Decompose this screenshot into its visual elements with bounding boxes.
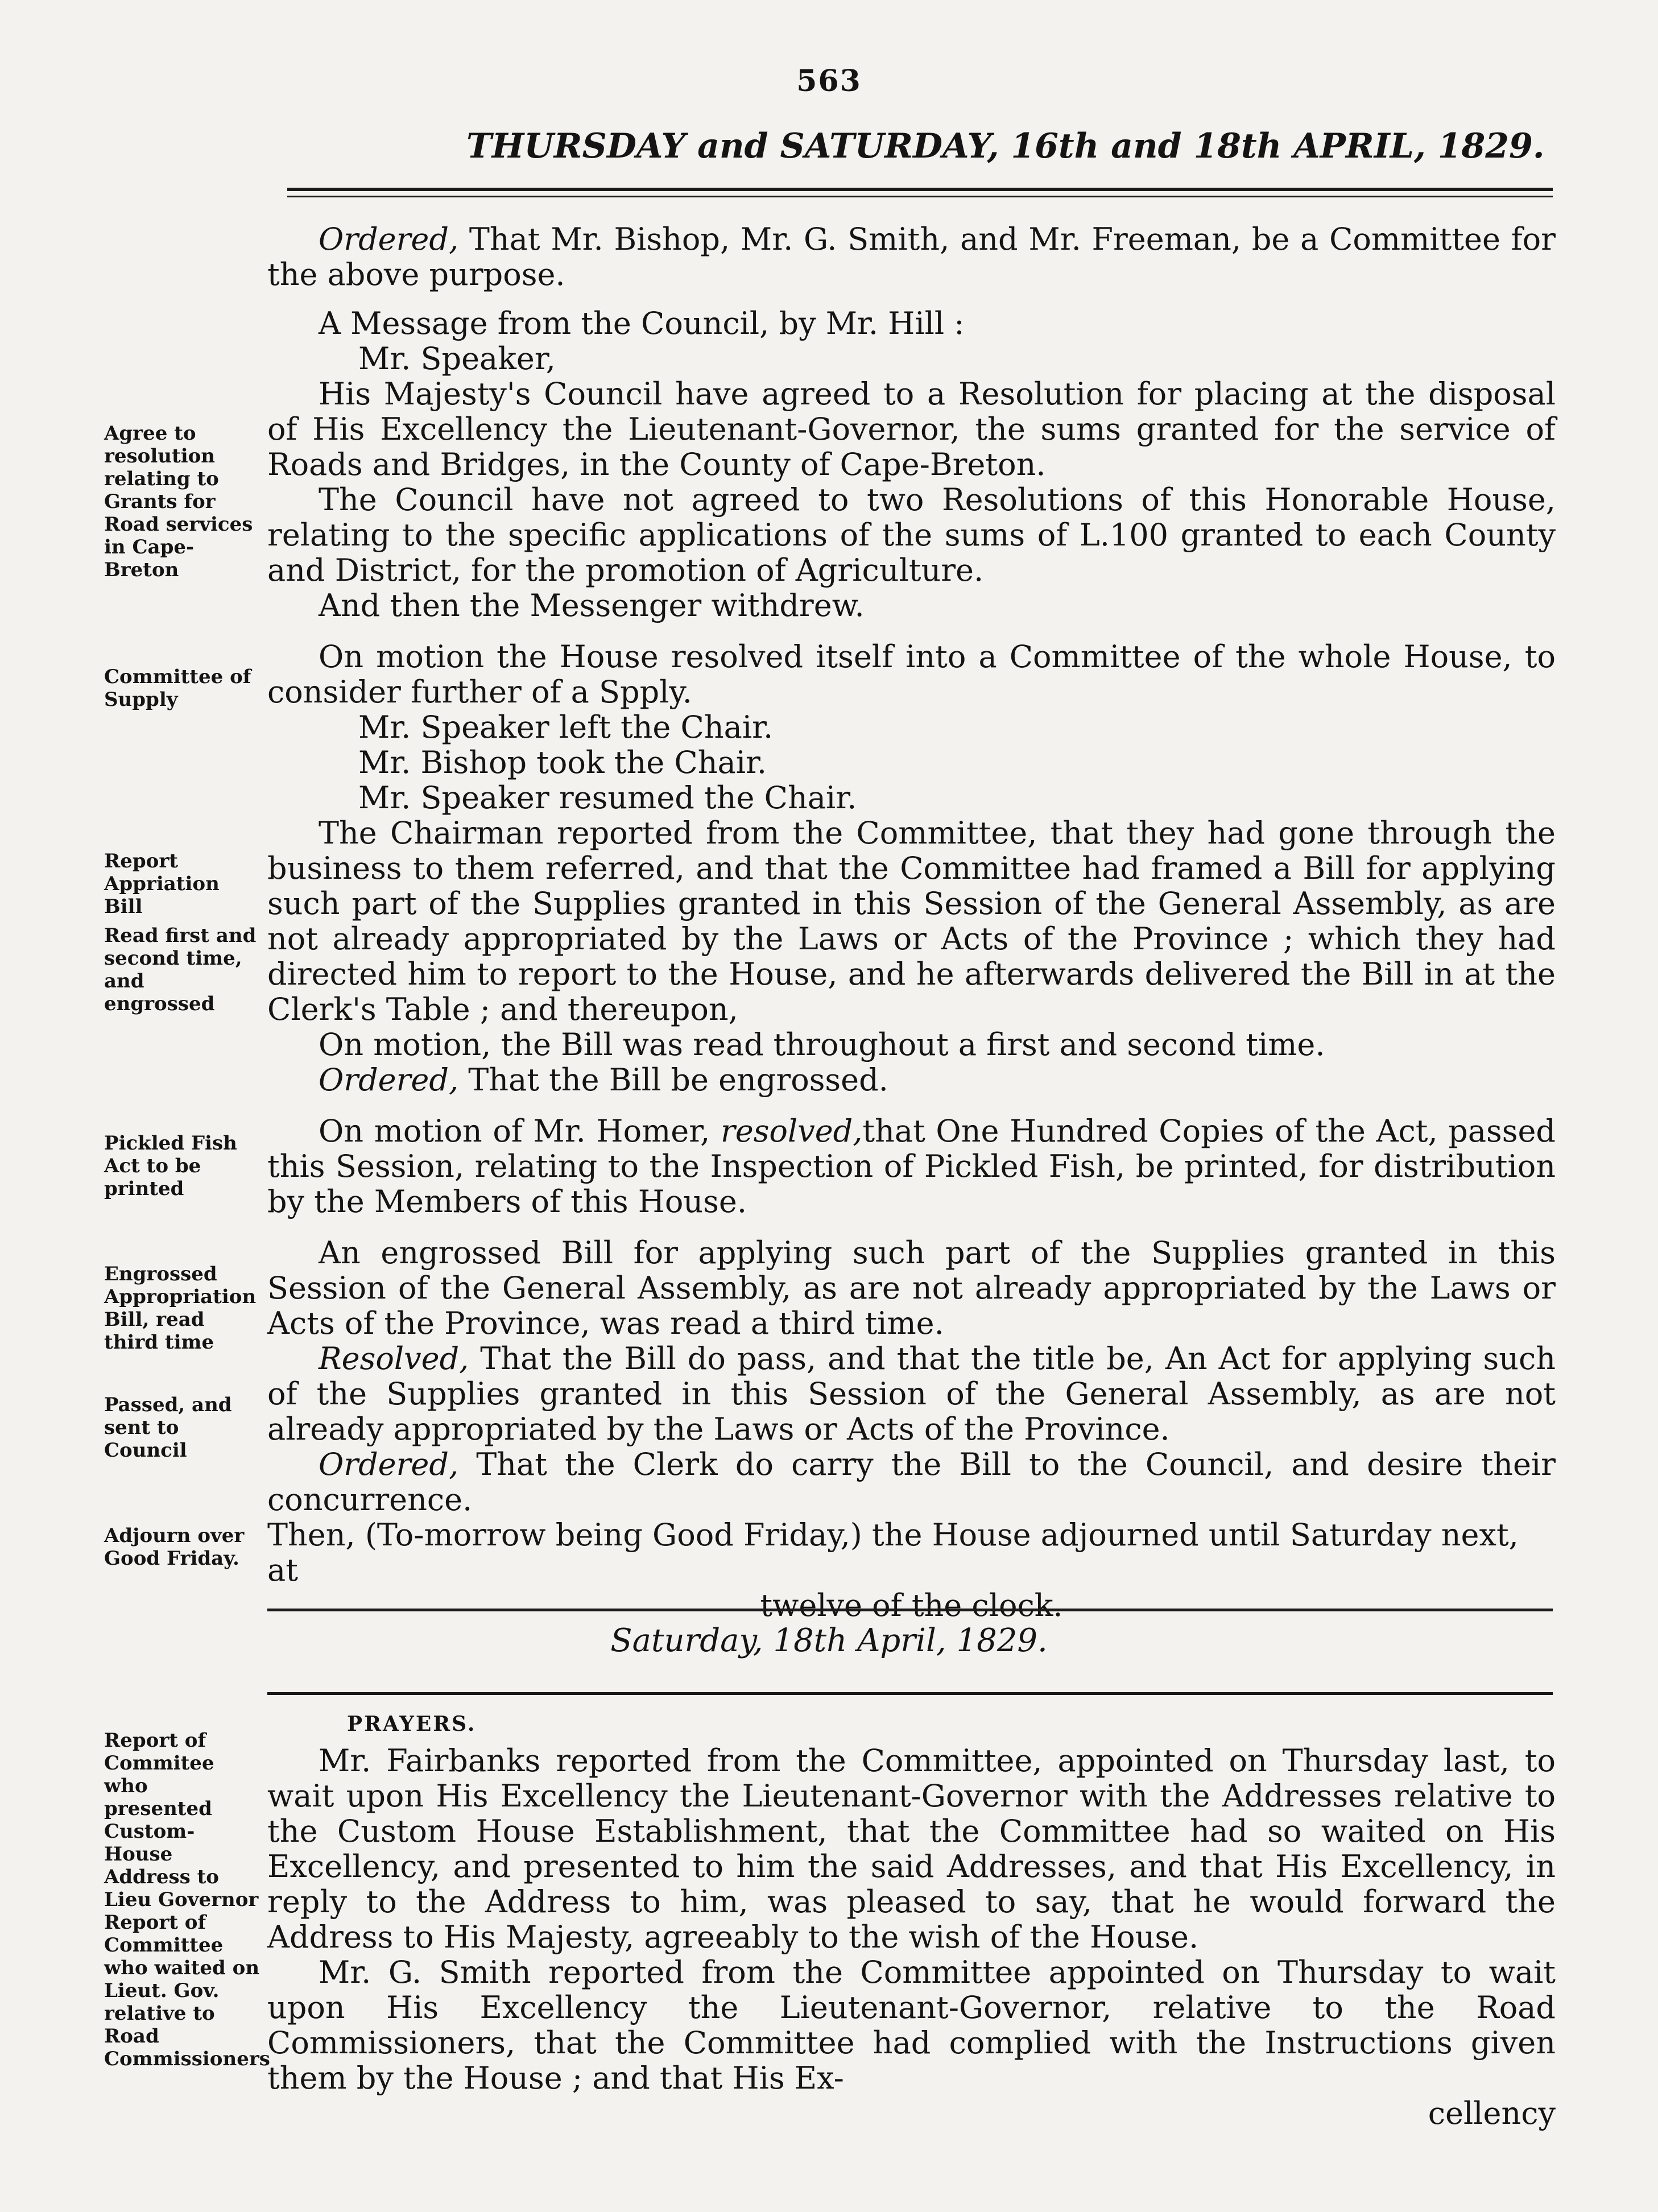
paragraph: His Majesty's Council have agreed to a Resolution for placing at the disposal of His Excellency the Lieutenant-Governor, the sums granted for the service of Roads and Bridges, in the County of Cape-Breton. (267, 376, 1556, 482)
paragraph: Ordered, That the Clerk do carry the Bill to the Council, and desire their concurrence. (267, 1446, 1556, 1518)
running-head: THURSDAY and SATURDAY, 16th and 18th APRIL, 1829. (466, 126, 1545, 166)
margin-note-cape-breton: Agree to resolution relating to Grants for Road services in Cape-Breton (104, 422, 253, 581)
paragraph: Resolved, That the Bill do pass, and that the title be, An Act for applying such of the Supplies granted in this Session of the General Assembly, as are not already appropriated by the Laws or Acts of the Province. (267, 1341, 1556, 1447)
paragraph: On motion, the Bill was read throughout a first and second time. (319, 1027, 1325, 1062)
paragraph: Ordered, That Mr. Bishop, Mr. G. Smith, and Mr. Freeman, be a Committee for the above purpose. (267, 221, 1556, 292)
paragraph: twelve of the clock. (760, 1587, 1063, 1623)
margin-note-passed: Passed, and sent to Council (104, 1394, 232, 1462)
paragraph: On motion of Mr. Homer, resolved,that One Hundred Copies of the Act, passed this Session, relating to the Inspection of Pickled Fish, be printed, for distribution by the Members of this House. (267, 1113, 1556, 1219)
margin-note-road-commissioners: Report of Committee who waited on Lieut. Gov. relative to Road Commissioners (104, 1911, 270, 2070)
margin-note-pickled-fish: Pickled Fish Act to be printed (104, 1132, 237, 1200)
margin-note-committee-supply: Committee of Supply (104, 665, 251, 711)
paragraph: Mr. Fairbanks reported from the Committee, appointed on Thursday last, to wait upon His Excellency the Lieutenant-Governor with the Addresses relative to the Custom House Establishment, that the Committee had so waited on His Excellency, and presented to him the said Addresses, and that His Excellency, in reply to the Address to him, was pleased to say, that he would forward the Address to His Majesty, agreeably to the wish of the House. (267, 1743, 1556, 1955)
margin-note-read-engrossed: Read first and second time, and engrossed (104, 924, 257, 1015)
paragraph: On motion the House resolved itself into a Committee of the whole House, to consider further of a Spply. (267, 639, 1556, 710)
paragraph: Mr. Speaker, (358, 341, 556, 377)
paragraph: Then, (To-morrow being Good Friday,) the House adjourned until Saturday next, at (267, 1517, 1519, 1588)
paragraph: cellency (1428, 2095, 1556, 2131)
section-rule-bottom (267, 1692, 1553, 1695)
margin-note-adjourn: Adjourn over Good Friday. (104, 1524, 245, 1570)
paragraph: A Message from the Council, by Mr. Hill : (319, 305, 965, 341)
margin-note-third-time: Engrossed Appropriation Bill, read third time (104, 1263, 257, 1354)
saturday-heading: Saturday, 18th April, 1829. (610, 1622, 1048, 1659)
paragraph: Mr. Speaker left the Chair. (358, 709, 774, 745)
paragraph: The Chairman reported from the Committee, that they had gone through the business to them referred, and that the Committee had framed a Bill for applying such part of the Supplies granted in this Session of the General Assembly, as are not already appropriated by the Laws or Acts of the Province ; which they had directed him to report to the House, and he afterwards delivered the Bill in at the Clerk's Table ; and thereupon, (267, 815, 1556, 1027)
paragraph: An engrossed Bill for applying such part of the Supplies granted in this Session of the General Assembly, as are not already appropriated by the Laws or Acts of the Province, was read a third time. (267, 1235, 1556, 1341)
margin-note-report-bill: Report Appriation Bill (104, 850, 220, 918)
paragraph: Mr. Speaker resumed the Chair. (358, 780, 857, 816)
saturday-proceedings (267, 1743, 1556, 2131)
header-rule (287, 188, 1553, 197)
paragraph: Mr. G. Smith reported from the Committee appointed on Thursday to wait upon His Excellency the Lieutenant-Governor, relative to the Road Commissioners, that the Committee had complied with the Instructions given them by the House ; and that His Ex- (267, 1954, 1556, 2096)
margin-note-custom-house: Report of Commitee who presented Custom-House Address to Lieu Governor (104, 1729, 259, 1911)
paragraph: Ordered, That the Bill be engrossed. (319, 1062, 888, 1098)
section-rule-top (267, 1609, 1553, 1611)
prayers-heading: PRAYERS. (347, 1712, 477, 1736)
thursday-proceedings (267, 222, 1556, 1623)
paragraph: And then the Messenger withdrew. (319, 588, 865, 623)
paragraph: Mr. Bishop took the Chair. (358, 745, 767, 780)
paragraph: The Council have not agreed to two Resolutions of this Honorable House, relating to the specific applications of the sums of L.100 granted to each County and District, for the promotion of Agriculture. (267, 482, 1556, 588)
page-number: 563 (796, 64, 862, 98)
